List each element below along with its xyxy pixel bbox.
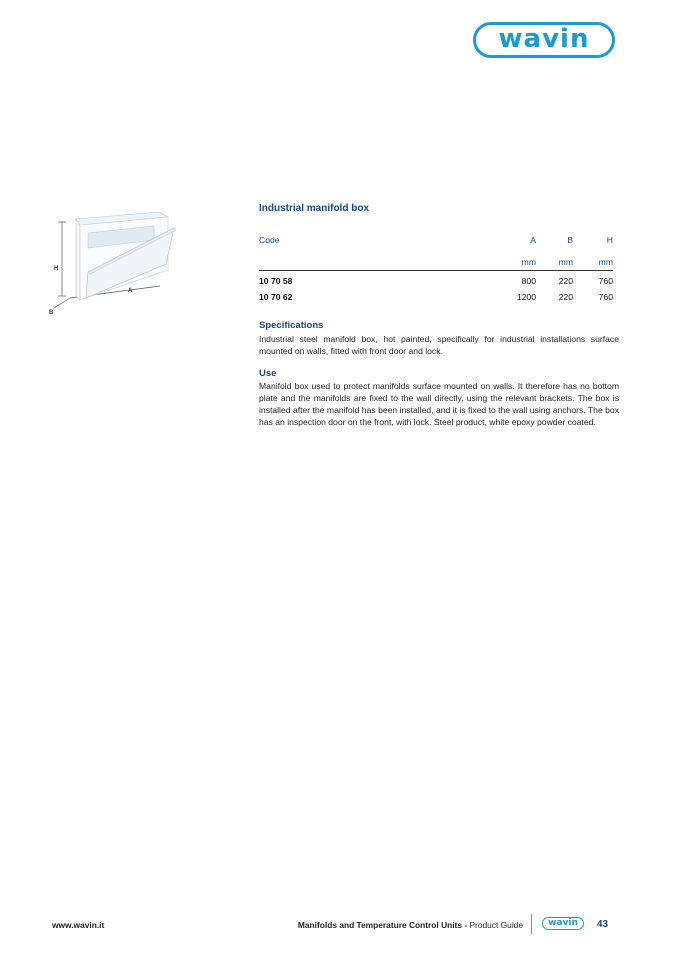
unit-a: mm	[521, 257, 536, 267]
dim-a: A	[128, 288, 133, 294]
cell-b: 220	[558, 292, 573, 302]
logo-text: wavin	[498, 23, 590, 54]
footer-guide	[298, 920, 523, 930]
footer-divider	[531, 914, 532, 934]
use-heading: Use	[259, 368, 277, 379]
header-a: A	[530, 235, 536, 245]
cell-h: 760	[598, 292, 613, 302]
cell-b: 220	[558, 276, 573, 286]
manifold-box-diagram	[40, 200, 220, 320]
dim-b: B	[49, 310, 54, 316]
footer-wavin-logo	[542, 917, 584, 930]
table-units-row	[259, 254, 613, 271]
cell-code: 10 70 62	[259, 292, 293, 302]
footer-logo-text: wavin	[548, 917, 578, 928]
use-text: Manifold box used to protect manifolds surface mounted on walls. It therefore has no bottom plate and the manifolds are fixed to the wall directly, using the relevant brackets. The box is installed after the manifold has been installed, and it is fixed to the wall using anchors. The box has an inspection door on the front, with lock. Steel product, white epoxy powder coated.	[259, 381, 619, 427]
specifications-heading: Specifications	[259, 320, 324, 331]
table-row	[259, 289, 613, 305]
unit-b: mm	[558, 257, 573, 267]
page-number: 43	[597, 919, 609, 930]
wavin-logo	[473, 22, 615, 58]
product-title: Industrial manifold box	[259, 203, 370, 214]
header-h: H	[606, 235, 613, 245]
cell-h: 760	[598, 276, 613, 286]
cell-a: 1200	[516, 292, 536, 302]
unit-h: mm	[598, 257, 613, 267]
specifications-text: Industrial steel manifold box, hot painted, specifically for industrial installations surface mounted on walls, fitted with front door and lock.	[259, 334, 619, 356]
footer-website: www.wavin.it	[52, 920, 105, 930]
footer-guide-title: Manifolds and Temperature Control Units -	[297, 920, 468, 930]
product-table	[259, 232, 613, 305]
header-b: B	[567, 235, 573, 245]
table-row	[259, 273, 613, 289]
cell-code: 10 70 58	[259, 276, 293, 286]
footer-guide-type: Product Guide	[469, 920, 523, 930]
header-code: Code	[259, 235, 280, 245]
table-header-row	[259, 232, 613, 248]
dim-h: H	[54, 266, 59, 272]
cell-a: 800	[521, 276, 536, 286]
